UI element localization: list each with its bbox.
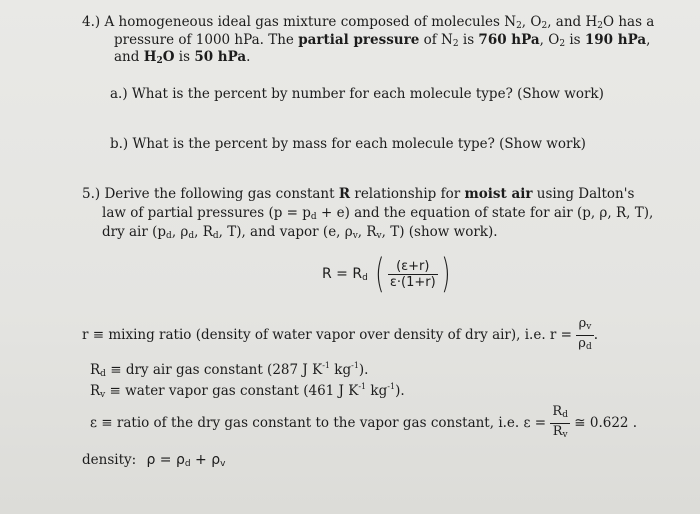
left-paren: ( xyxy=(375,251,385,297)
def-mixing-ratio: r ≡ mixing ratio (density of water vapor over density of dry air), i.e. r = $\frac{\rho_v}{\rho_d}$ . xyxy=(82,316,598,352)
q4-part-b: b.) What is the percent by mass for each molecule type? (Show work) xyxy=(110,136,586,152)
q5-line-3: dry air ($p_d$, $\rho_d$, $R_d$, T), and vapor (e, $\rho_v$, $R_v$, T) (show work). xyxy=(102,224,498,241)
q5-number: 5.) xyxy=(82,186,101,202)
q4-line-1: 4.) A homogeneous ideal gas mixture composed of molecules $N_2$, $O_2$, and $H_2O$ has a xyxy=(82,14,655,31)
q4-line-3: and $H_2O$ is 50 hPa. xyxy=(114,49,251,66)
def-rv: $R_v$ ≡ water vapor gas constant (461 J $K^{-1}$ $kg^{-1}$). xyxy=(90,382,405,400)
q4-number: 4.) xyxy=(82,14,101,30)
def-rd: $R_d$ ≡ dry air gas constant (287 J $K^{-1}$ $kg^{-1}$). xyxy=(90,361,369,379)
q5-line-2: law of partial pressures $(p = p_d + e)$ and the equation of state for air (p, ρ, R, T), xyxy=(102,205,654,222)
q4-line-2: pressure of 1000 hPa. The partial pressure of $N_2$ is 760 hPa, $O_2$ is 190 hPa, xyxy=(114,32,651,49)
q4-part-a: a.) What is the percent by number for each molecule type? (Show work) xyxy=(110,86,604,102)
def-epsilon: ε ≡ ratio of the dry gas constant to the vapor gas constant, i.e. ε = $\frac{R_d}{R_v}$ ≅ 0.622 . xyxy=(90,404,638,440)
q5-line-1: 5.) Derive the following gas constant R relationship for moist air using Dalton's xyxy=(82,186,635,202)
right-paren: ) xyxy=(440,251,451,297)
formula-fraction: $\frac{(\varepsilon+r)}{\varepsilon\cdot(1+r)}$ xyxy=(389,258,436,290)
gas-constant-formula: $R = R_d$ ( $\frac{(\varepsilon+r)}{\varepsilon\cdot(1+r)}$ ) xyxy=(322,251,451,297)
density-line: density: $\rho = \rho_d + \rho_v$ xyxy=(82,452,226,469)
